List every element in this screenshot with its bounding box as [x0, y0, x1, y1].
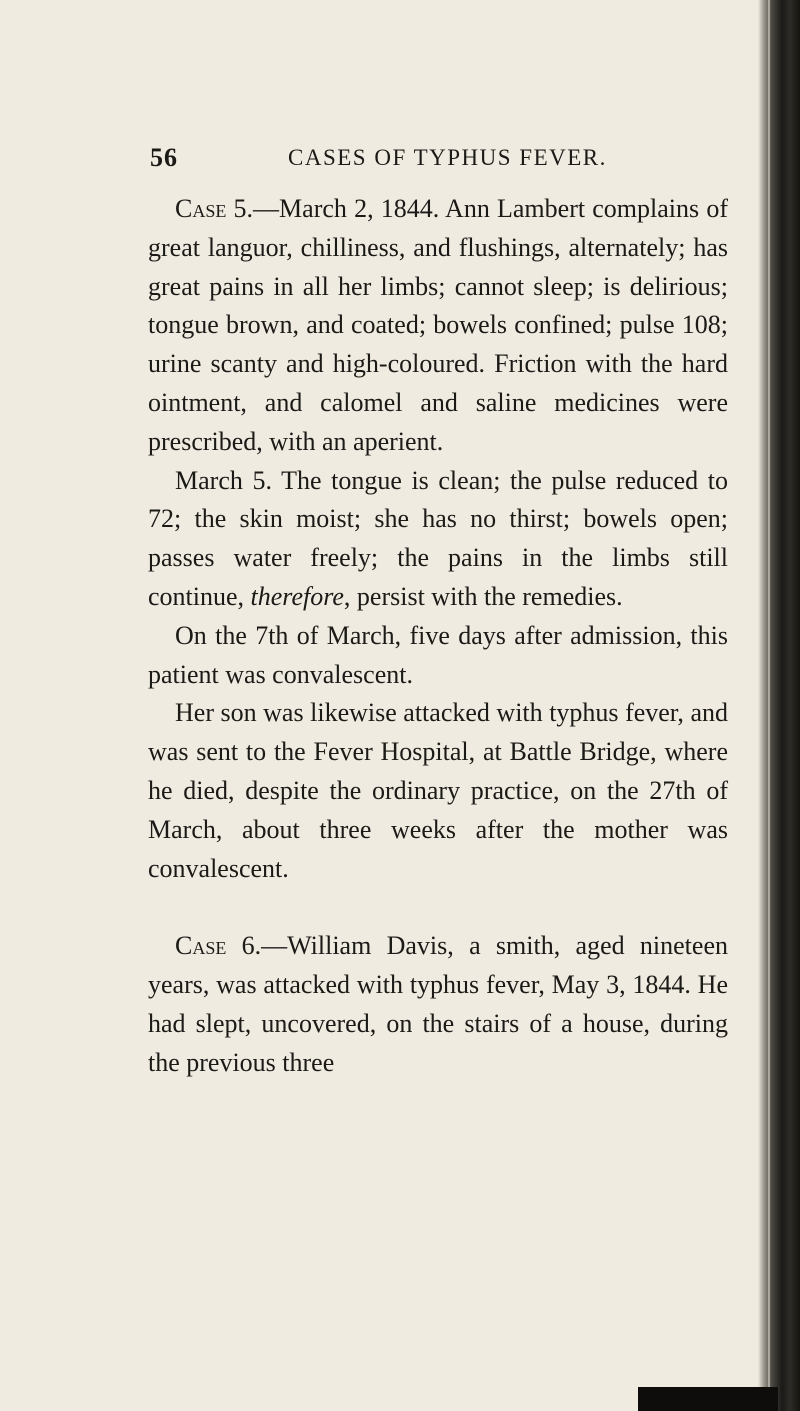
march-5-text-after: , persist with the remedies.: [343, 581, 623, 611]
march-5-emphasis: therefore: [250, 581, 344, 611]
page-number: 56: [150, 143, 178, 172]
running-head: [150, 138, 710, 178]
case-6-paragraph: [148, 927, 728, 1082]
case-6-label: Case 6.: [175, 931, 262, 961]
page-edge-line: [768, 0, 770, 1411]
scan-corner-mark: [638, 1387, 778, 1411]
case-6-text: —William Davis, a smith, aged nineteen years, was attacked with typhus fever, May 3, 1844. He had slept, uncovered, on the stairs of a house, during the previous three: [148, 931, 728, 1077]
son-paragraph: Her son was likewise attacked with typhus fever, and was sent to the Fever Hospital, at Battle Bridge, where he died, despite the ordinary practice, on the 27th of March, about three weeks after the mother was convalescent.: [148, 698, 728, 883]
body-text: [148, 190, 728, 1083]
march-5-paragraph: [148, 462, 728, 617]
convalescent-paragraph: On the 7th of March, five days after admission, this patient was convalescent.: [148, 620, 728, 689]
book-spine-shadow: [758, 0, 800, 1411]
case-5-text: —March 2, 1844. Ann Lambert complains of great languor, chilliness, and flushings, alternately; has great pains in all her limbs; cannot sleep; is delirious; tongue brown, and coated; bowels confined; pulse 108; urine scanty and high-coloured. Friction with the hard ointment, and calomel and saline medicines were prescribed, with an aperient.: [148, 194, 728, 456]
march-5-text-before: March 5. The tongue is clean; the pulse reduced to 72; the skin moist; she has no thirst; bowels open; passes water freely; the pains in the limbs still continue,: [148, 465, 728, 611]
case-5-label: Case 5.: [175, 194, 254, 223]
running-title: CASES OF TYPHUS FEVER.: [288, 145, 607, 170]
case-5-paragraph: [148, 190, 728, 462]
